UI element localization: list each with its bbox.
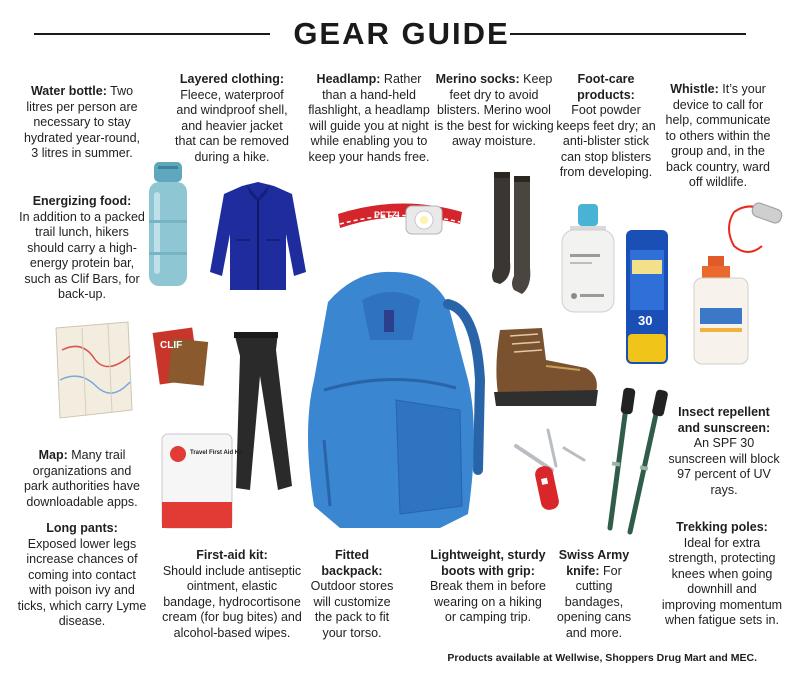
poles-text: Trekking poles: Ideal for extra strength, protecting knees when going downhill and improving momentum when fatigue sets in. — [661, 520, 783, 627]
headlamp-brand: PETZL — [374, 210, 403, 220]
foot-care-text: Foot-care products: Foot powder keeps feet dry; an anti-blister stick can stop blisters from developing. — [556, 72, 656, 179]
merino-socks-icon — [488, 172, 540, 300]
sunscreen-spf: 30 — [638, 313, 653, 328]
water-bottle-text: Water bottle: Two litres per person are necessary to stay hydrated year-round, 3 litres in summer. — [23, 84, 141, 160]
header-rule-right — [510, 33, 746, 35]
trekking-poles-icon — [604, 386, 670, 536]
headlamp-icon — [334, 194, 466, 246]
long-pants-text: Long pants: Exposed lower legs increase chances of coming into contact with poison ivy and ticks, which carry Lyme disease. — [17, 521, 147, 628]
energizing-food-text: Energizing food: In addition to a packed trail lunch, hikers should carry a high-energy protein bar, such as Clif Bars, for back-up. — [19, 194, 145, 301]
swiss-army-knife-icon — [508, 426, 592, 514]
sunscreen-icon — [622, 230, 672, 364]
insect-repellent-icon — [690, 256, 756, 366]
whistle-text: Whistle: It’s your device to call for help, communicate to others within the group and, in the back country, ward off wildlife. — [665, 82, 771, 189]
hiking-boot-icon — [490, 326, 602, 410]
footer-note: Products available at Wellwise, Shoppers Drug Mart and MEC. — [447, 652, 757, 664]
foot-powder-icon — [560, 204, 618, 314]
whistle-icon — [722, 198, 788, 260]
first-aid-kit-icon — [160, 432, 243, 530]
first-aid-text: First-aid kit: Should include antiseptic ointment, elastic bandage, hydrocortisone cream (for bug bites) and alcohol-based wipes. — [162, 548, 302, 640]
backpack-text: Fitted backpack: Outdoor stores will customize the pack to fit your torso. — [310, 548, 394, 640]
repellent-text: Insect repellent and sunscreen: An SPF 30 sunscreen will block 97 percent of UV rays. — [668, 405, 780, 497]
clif-bar-icon — [154, 326, 210, 388]
headlamp-text: Headlamp: Rather than a hand-held flashlight, a headlamp will guide you at night while enabling you to keep your hands free. — [308, 72, 430, 164]
first-aid-kit-label: Travel First Aid Kit — [190, 450, 243, 456]
water-bottle-icon — [146, 162, 190, 290]
socks-text: Merino socks: Keep feet dry to avoid blisters. Merino wool is the best for wicking away moisture. — [434, 72, 554, 148]
long-pants-icon — [226, 330, 296, 496]
clif-brand: CLIF — [160, 340, 183, 351]
boots-text: Lightweight, sturdy boots with grip: Break them in before wearing on a hiking or camping trip. — [429, 548, 547, 624]
map-text: Map: Many trail organizations and park authorities have downloadable apps. — [23, 448, 141, 509]
fleece-jacket-icon — [206, 180, 310, 292]
knife-text: Swiss Army knife: For cutting bandages, opening cans and more. — [556, 548, 632, 640]
map-icon — [52, 320, 134, 420]
backpack-icon — [300, 270, 486, 532]
page-title: GEAR GUIDE — [293, 16, 510, 51]
layered-clothing-text: Layered clothing: Fleece, waterproof and windproof shell, and heavier jacket that can be removed during a hike. — [175, 72, 289, 164]
